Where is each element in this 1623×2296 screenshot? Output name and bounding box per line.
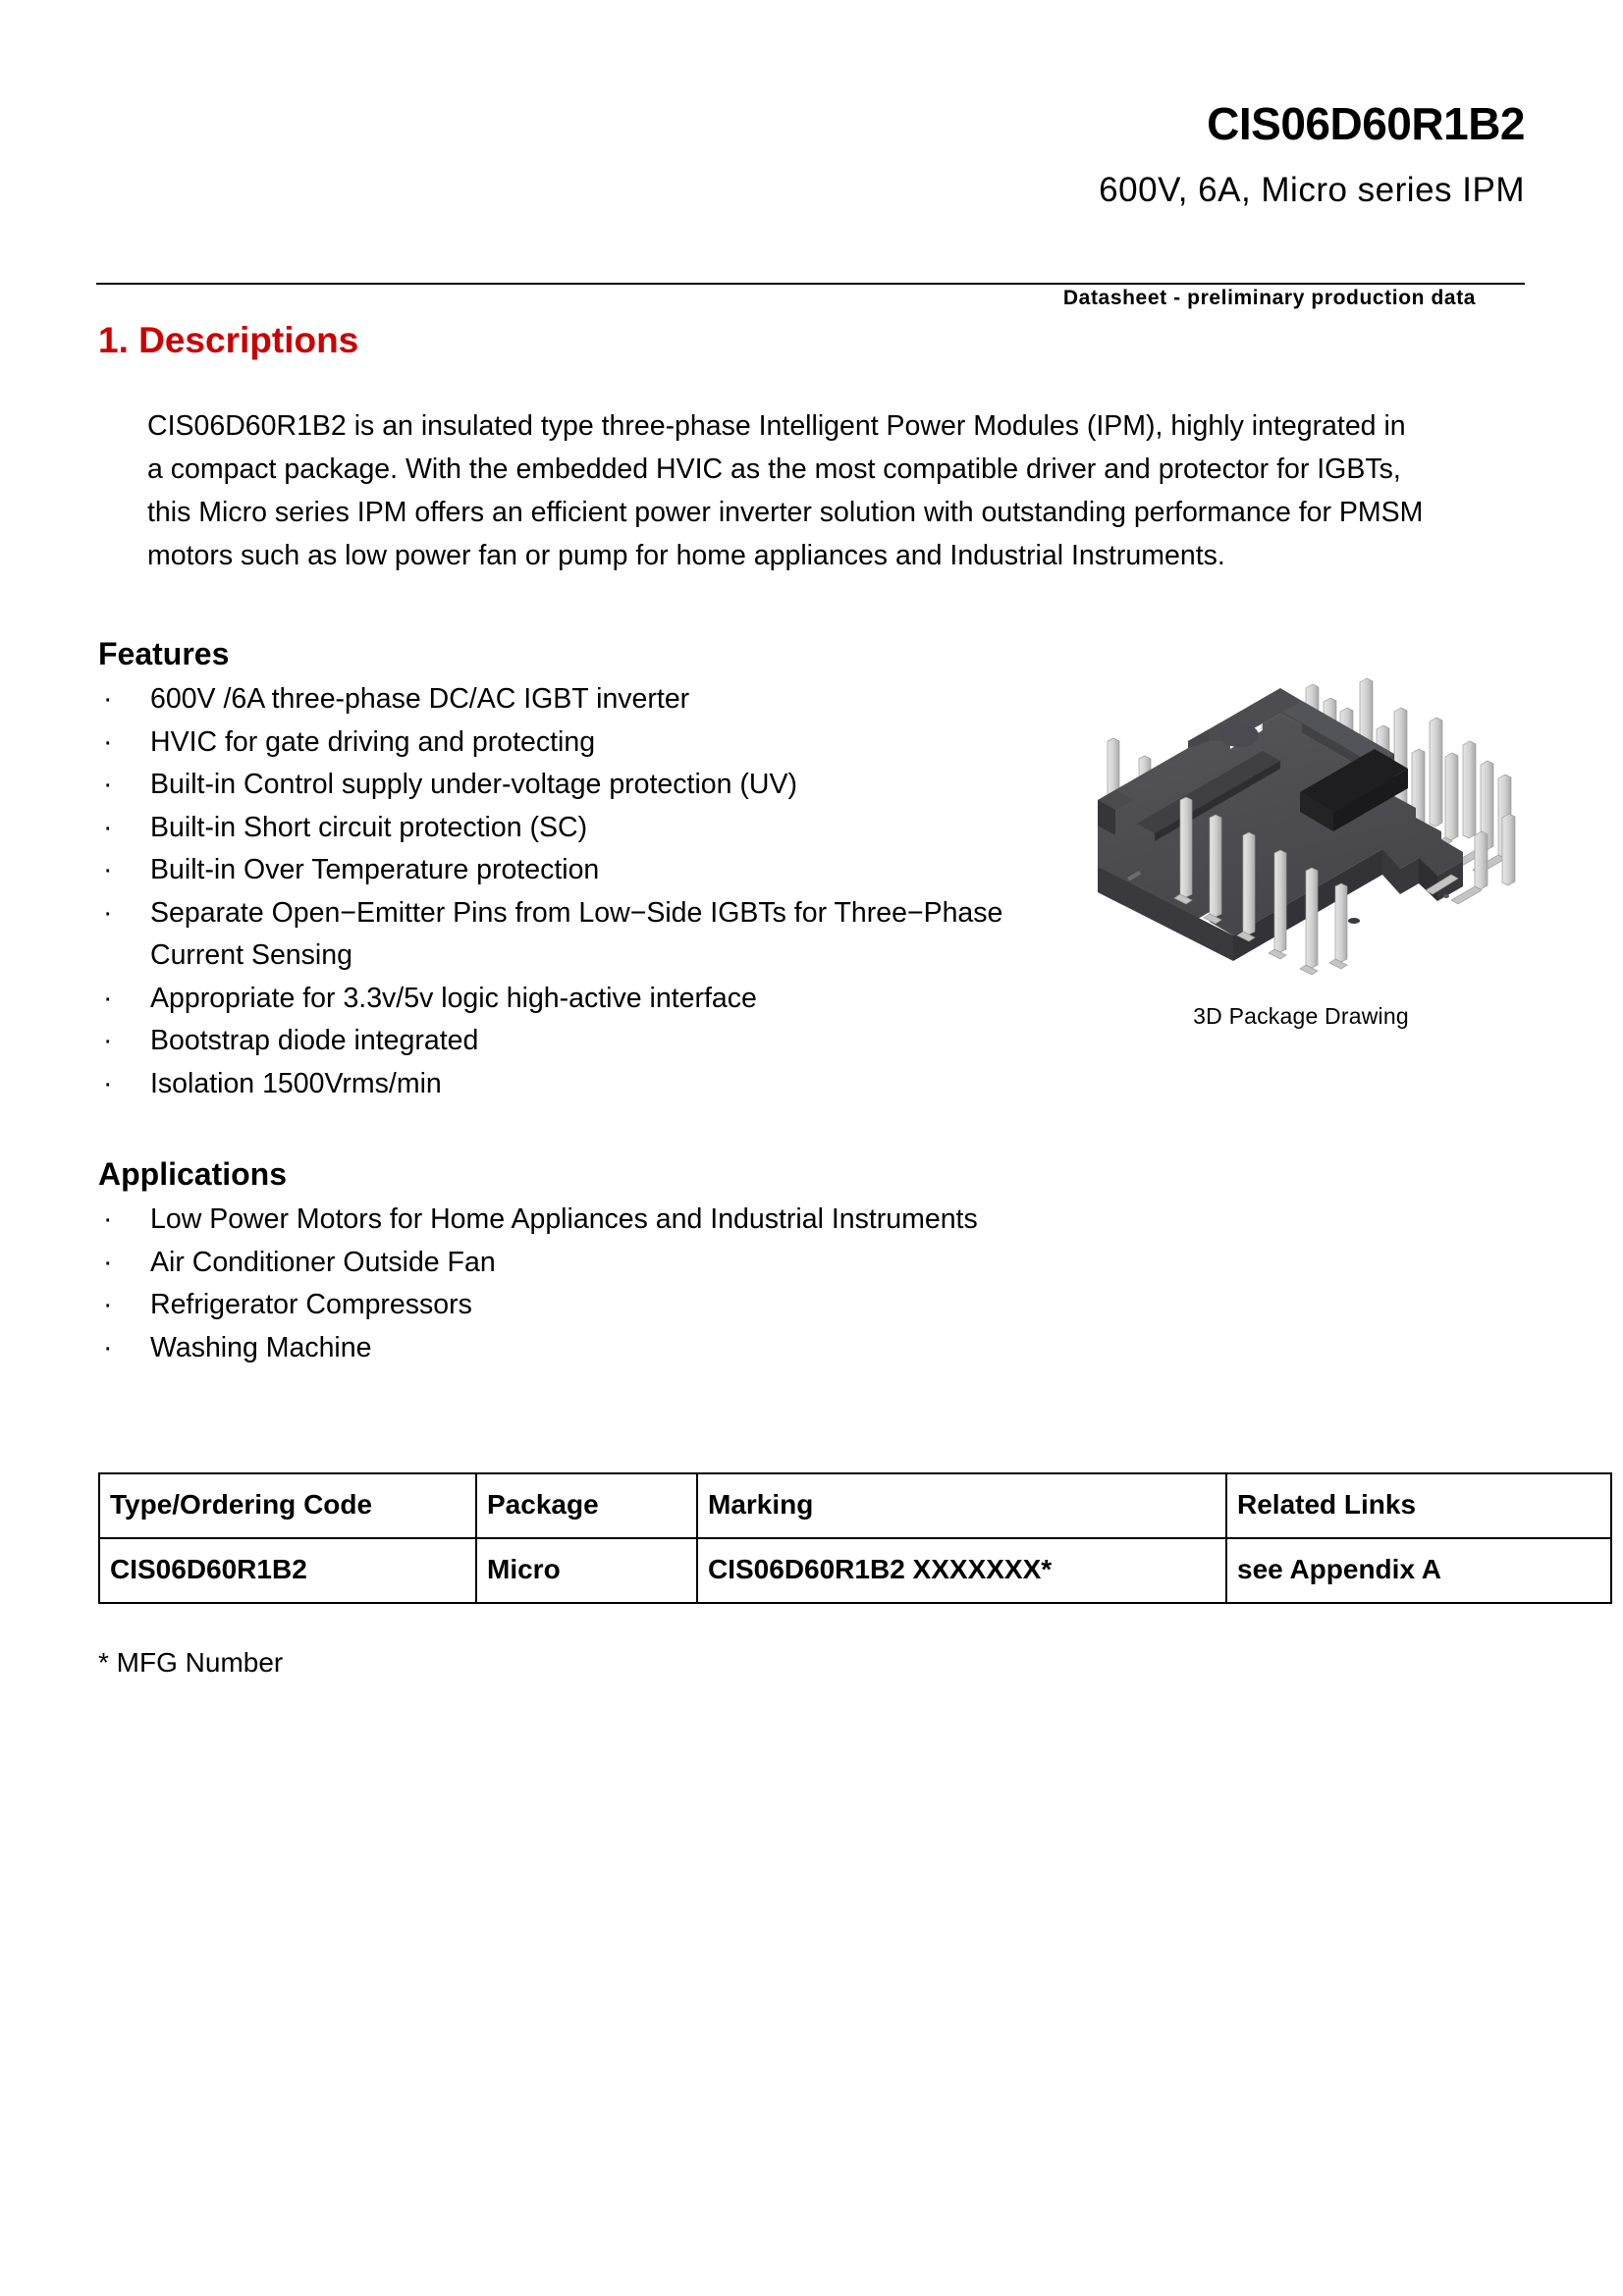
- list-item: [98, 721, 1041, 765]
- table-row: [99, 1538, 1611, 1603]
- section-heading-descriptions: 1. Descriptions: [98, 320, 359, 360]
- column-header-package: Package: [476, 1473, 697, 1538]
- list-item: [98, 1242, 1276, 1285]
- list-item: [98, 849, 1041, 892]
- ordering-information-table: [98, 1472, 1612, 1604]
- column-header-related-links: Related Links: [1226, 1473, 1611, 1538]
- bullet-icon: ·: [103, 1203, 113, 1235]
- list-item-label: Washing Machine: [150, 1331, 372, 1363]
- list-item-label: Isolation 1500Vrms/min: [150, 1067, 442, 1099]
- cell-type-ordering-code: CIS06D60R1B2: [99, 1538, 476, 1603]
- bullet-icon: ·: [103, 1289, 113, 1320]
- applications-title: Applications: [98, 1156, 288, 1192]
- list-item: [98, 678, 1041, 721]
- list-item-label: Appropriate for 3.3v/5v logic high-active interface: [150, 982, 757, 1014]
- bullet-icon: ·: [103, 769, 113, 800]
- column-header-type-ordering-code: Type/Ordering Code: [99, 1473, 476, 1538]
- description-paragraph: CIS06D60R1B2 is an insulated type three-phase Intelligent Power Modules (IPM), highly integrated in a compact package. With the embedded HVIC as the most compatible driver and protector for IGBTs, this Micro series IPM offers an efficient power inverter solution with outstanding performance for PMSM motors such as low power fan or pump for home appliances and Industrial Instruments.: [147, 410, 1424, 571]
- list-item-label: Built-in Short circuit protection (SC): [150, 811, 588, 843]
- bullet-icon: ·: [103, 683, 113, 715]
- document-kind-label: Datasheet - preliminary production data: [1062, 287, 1477, 309]
- bullet-icon: ·: [103, 1246, 113, 1278]
- part-number-title: CIS06D60R1B2: [1207, 98, 1525, 149]
- ipm-package-illustration: [1070, 643, 1532, 1016]
- bullet-icon: ·: [103, 896, 113, 929]
- list-item-label: HVIC for gate driving and protecting: [150, 725, 596, 758]
- bullet-icon: ·: [103, 1025, 113, 1056]
- features-section: [98, 636, 1041, 1105]
- page-header: [96, 98, 1525, 212]
- list-item: [98, 1284, 1276, 1327]
- header-divider: [96, 283, 1525, 285]
- list-item: [98, 978, 1041, 1021]
- list-item: [98, 807, 1041, 850]
- bullet-icon: ·: [103, 725, 113, 758]
- list-item: [98, 1063, 1041, 1106]
- footnote-mfg-number: * MFG Number: [98, 1647, 284, 1678]
- cell-package: Micro: [476, 1538, 697, 1603]
- features-title: Features: [98, 636, 230, 671]
- cell-related-links: see Appendix A: [1226, 1538, 1611, 1603]
- bullet-icon: ·: [103, 982, 113, 1014]
- list-item: [98, 892, 1041, 978]
- list-item-label: Built-in Control supply under-voltage protection (UV): [150, 769, 797, 800]
- bullet-icon: ·: [103, 1331, 113, 1363]
- bullet-icon: ·: [103, 854, 113, 885]
- list-item-label: Separate Open−Emitter Pins from Low−Side IGBTs for Three−Phase Current Sensing: [150, 896, 1003, 971]
- table-header-row: [99, 1473, 1611, 1538]
- bullet-icon: ·: [103, 1067, 113, 1099]
- applications-list: [98, 1199, 1276, 1369]
- list-item-label: 600V /6A three-phase DC/AC IGBT inverter: [150, 683, 690, 715]
- bullet-icon: ·: [103, 811, 113, 843]
- list-item-label: Low Power Motors for Home Appliances and Industrial Instruments: [150, 1203, 978, 1235]
- list-item-label: Refrigerator Compressors: [150, 1289, 472, 1320]
- list-item-label: Bootstrap diode integrated: [150, 1025, 479, 1056]
- list-item: [98, 1020, 1041, 1063]
- list-item-label: Air Conditioner Outside Fan: [150, 1246, 496, 1278]
- figure-caption: 3D Package Drawing: [1193, 1003, 1409, 1029]
- column-header-marking: Marking: [697, 1473, 1226, 1538]
- applications-section: [98, 1156, 1276, 1369]
- features-list: [98, 678, 1041, 1105]
- list-item: [98, 1199, 1276, 1242]
- product-subtitle: 600V, 6A, Micro series IPM: [1099, 170, 1525, 209]
- list-item: [98, 1327, 1276, 1370]
- list-item: [98, 764, 1041, 807]
- cell-marking: CIS06D60R1B2 XXXXXXX*: [697, 1538, 1226, 1603]
- package-3d-drawing: [1070, 643, 1532, 1055]
- list-item-label: Built-in Over Temperature protection: [150, 854, 600, 885]
